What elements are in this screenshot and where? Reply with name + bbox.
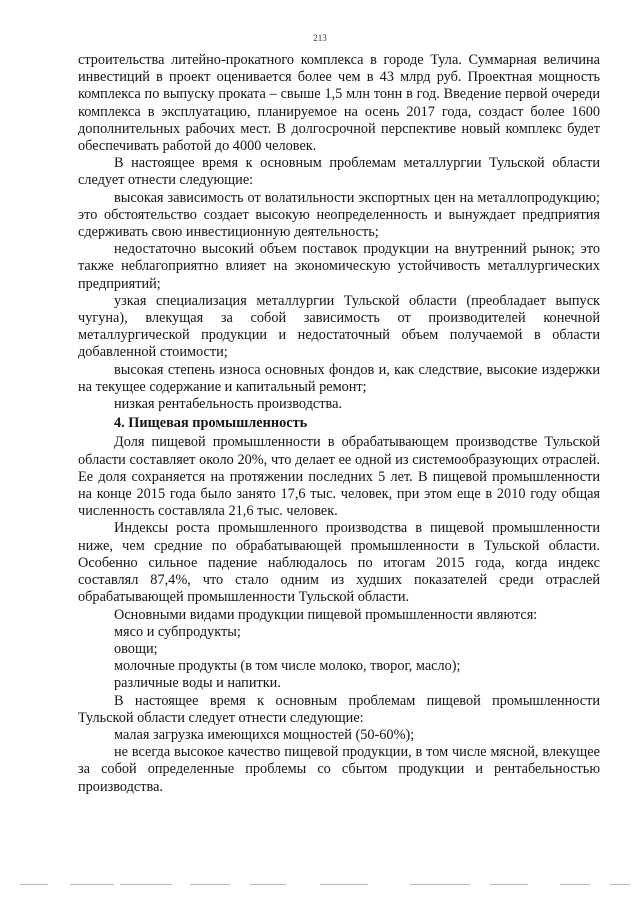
food-problem-item: малая загрузка имеющихся мощностей (50-60%); [114, 726, 415, 743]
metallurgy-problem-item: узкая специализация металлургии Тульской области (преобладает выпуск чугуна), влекущая за собой зависимость от производителей конечной металлургической продукции и недостаточный объем получаемой в области добавленной стоимости; [78, 292, 600, 361]
product-item: различные воды и напитки. [114, 675, 281, 692]
product-item: мясо и субпродукты; [114, 623, 241, 640]
page-number: 213 [313, 33, 327, 43]
product-item: овощи; [114, 640, 158, 657]
product-item: молочные продукты (в том числе молоко, творог, масло); [114, 658, 461, 675]
paragraph-growth-index: Индексы роста промышленного производства в пищевой промышленности ниже, чем средние по обрабатывающей промышленности в Тульской области. Особенно сильное падение наблюдалось по итогам 2015 года, когда индекс составлял 87,4%, что стало одним из худших показателей среди отраслей обрабатывающей промышленности Тульской области. [78, 520, 600, 606]
metallurgy-problem-item: высокая степень износа основных фондов и, как следствие, высокие издержки на текущее содержание и капитальный ремонт; [78, 361, 600, 395]
metallurgy-problem-item: низкая рентабельность производства. [114, 396, 343, 413]
paragraph-food-share: Доля пищевой промышленности в обрабатывающем производстве Тульской области составляет около 20%, что делает ее одной из системообразующих отраслей. Ее доля сохраняется на протяжении последних 5 лет. В пищевой промышленности на конце 2015 года было занято 17,6 тыс. человек, при этом еще в 2010 году общая численность составляла 21,6 тыс. человек. [78, 434, 600, 520]
metallurgy-problem-item: недостаточно высокий объем поставок продукции на внутренний рынок; это также неблагоприятно влияет на экономическую устойчивость металлургических предприятий; [78, 241, 600, 292]
food-problem-item: не всегда высокое качество пищевой продукции, в том числе мясной, влекущее за собой определенные проблемы со сбытом продукции и рентабельностью производства. [78, 744, 600, 795]
products-intro: Основными видами продукции пищевой промышленности являются: [114, 606, 538, 623]
metallurgy-problems-intro: В настоящее время к основным проблемам металлургии Тульской области следует отнести следующие: [78, 155, 600, 189]
paragraph-investment: строительства литейно-прокатного комплекса в городе Тула. Суммарная величина инвестиций в проект оценивается более чем в 43 млрд руб. Проектная мощность комплекса по выпуску проката – свыше 1,5 млн тонн в год. Введение первой очереди комплекса в эксплуатацию, планируемое на осень 2017 года, создаст более 1600 дополнительных рабочих мест. В долгосрочной перспективе новый комплекс будет обеспечивать работой до 4000 человек. [78, 52, 600, 155]
scan-footer-artifact [0, 884, 640, 890]
metallurgy-problem-item: высокая зависимость от волатильности экспортных цен на металлопродукцию; это обстоятельство создает высокую неопределенность и вынуждает предприятия сдерживать свою инвестиционную деятельность; [78, 189, 600, 241]
food-problems-intro: В настоящее время к основным проблемам пищевой промышленности Тульской области следует отнести следующие: [78, 692, 600, 726]
section-heading-food-industry: 4. Пищевая промышленность [114, 415, 308, 432]
document-body [78, 52, 600, 796]
